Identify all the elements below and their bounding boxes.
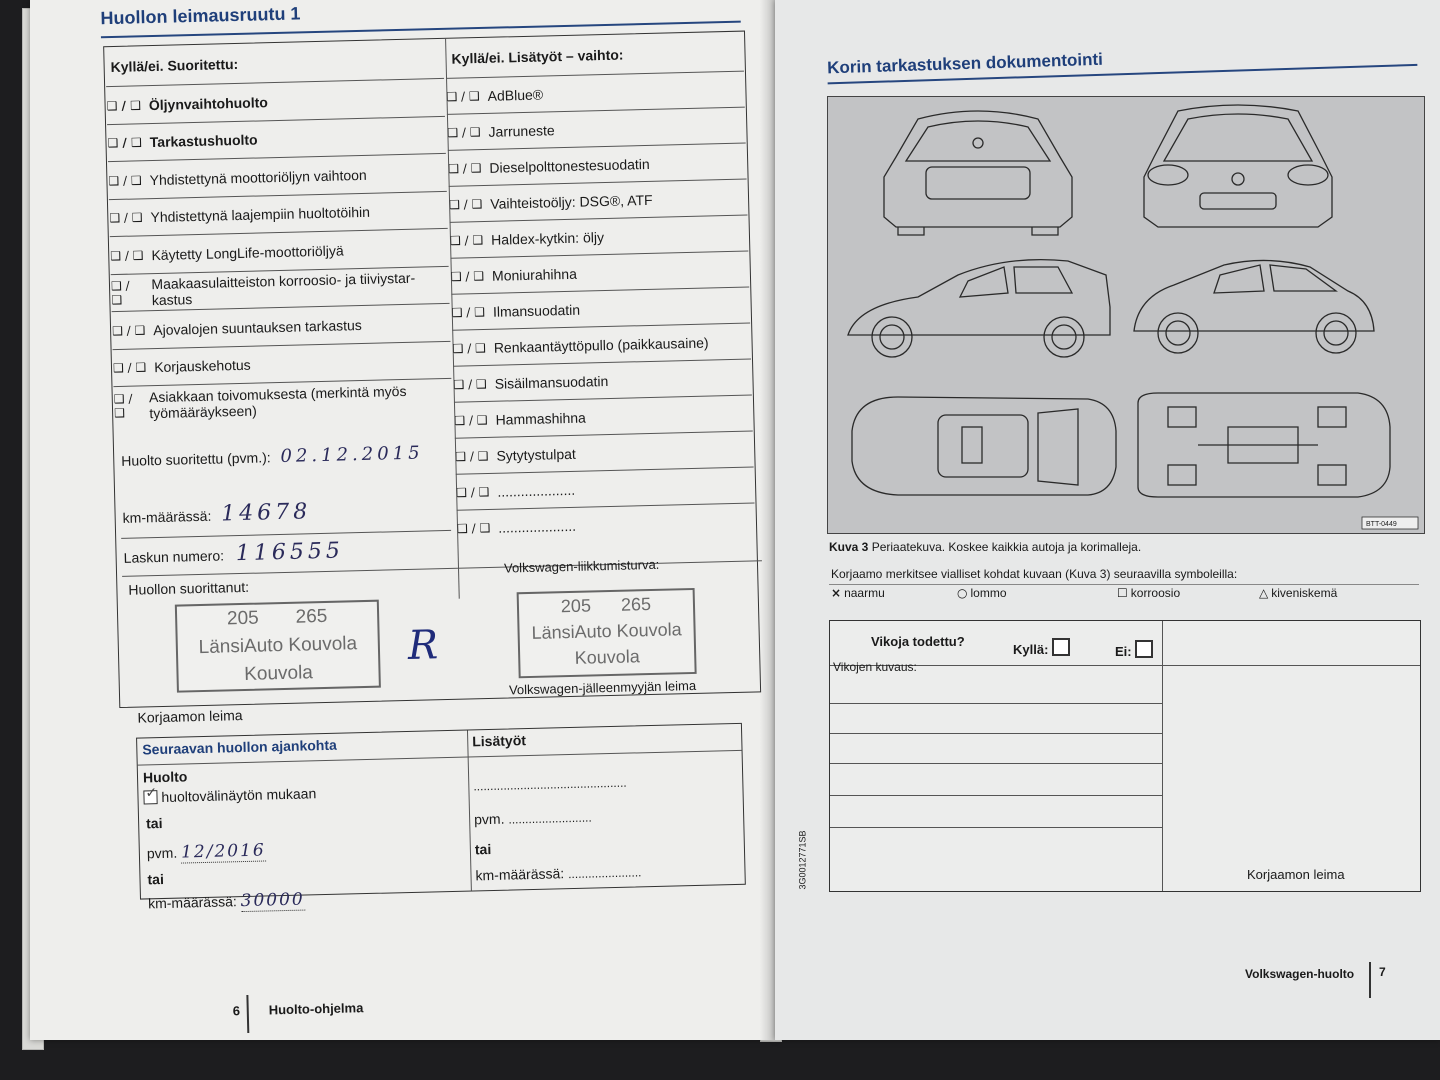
checkbox-pair-icon[interactable]: ❑ / ❑: [110, 248, 144, 263]
left-checklist-item[interactable]: [113, 378, 452, 425]
col-right-header: Kyllä/ei. Lisätyöt – vaihto:: [451, 46, 624, 67]
km-row: [122, 499, 311, 529]
right-checklist-item[interactable]: [457, 502, 756, 546]
checklist-label: Sisäilmansuodatin: [494, 372, 609, 392]
next-date-row: [147, 840, 266, 863]
yes-row: [1013, 638, 1070, 657]
extra-or: tai: [474, 840, 492, 858]
car-outlines: [828, 97, 1424, 533]
checklist-label: Renkaantäyttöpullo (paikkausaine): [493, 334, 709, 356]
checkbox-pair-icon[interactable]: ❑ / ❑: [110, 278, 130, 308]
checkbox-pair-icon[interactable]: ❑ / ❑: [447, 125, 481, 140]
checklist-label: ....................: [498, 517, 577, 536]
invoice-value: 116555: [235, 538, 345, 567]
dealer-stamp: 205 265 LänsiAuto Kouvola Kouvola: [517, 588, 697, 678]
defect-box: [829, 620, 1421, 892]
legend-item: [1117, 586, 1180, 600]
no-checkbox[interactable]: [1135, 640, 1153, 658]
checkbox-pair-icon[interactable]: ❑ / ❑: [449, 233, 484, 248]
next-service-sub: Huolto: [142, 768, 188, 786]
checkbox-pair-icon[interactable]: ❑ / ❑: [448, 197, 483, 212]
checkbox-pair-icon[interactable]: ❑ / ❑: [456, 520, 491, 536]
figure-code: BTT-0449: [1366, 521, 1397, 528]
checklist-label: ....................: [497, 481, 576, 500]
checklist-label: Haldex-kytkin: öljy: [490, 229, 605, 248]
caption-text: Periaatekuva. Koskee kaikkia autoja ja korimalleja.: [871, 540, 1142, 554]
side-code: 3G0012771SB: [797, 830, 808, 890]
workshop-stamp-label: Korjaamon leima: [137, 707, 243, 726]
figure-caption: [829, 540, 1141, 554]
extra-dots-3: ......................: [567, 865, 642, 882]
footer-title: Huolto-ohjelma: [268, 1000, 364, 1018]
checkbox-pair-icon[interactable]: ❑ / ❑: [448, 161, 482, 176]
right-page-number: 7: [1379, 965, 1386, 979]
checkbox-pair-icon[interactable]: ❑ / ❑: [112, 360, 147, 376]
checklist-label: Yhdistettynä moottoriöljyn vaihtoon: [149, 166, 367, 188]
checklist-label: Asiakkaan toivomuksesta (merkintä myös työmääräykseen): [148, 382, 407, 421]
extra-km-label: km-määrässä:: [475, 865, 565, 884]
right-footer-title: Volkswagen-huolto: [1245, 967, 1355, 981]
checklist-label: Maakaasulaitteiston korroosio- ja tiiviystar-kastus: [151, 269, 416, 309]
checklist-label: Korjauskehotus: [154, 356, 251, 376]
signature: R: [407, 622, 443, 669]
defects-found-label: Vikoja todettu?: [871, 634, 965, 649]
checklist-label: Moniurahihna: [491, 265, 578, 284]
checklist-label: Käytetty LongLife-moottoriöljyä: [151, 242, 344, 263]
checklist-label: Hammashihna: [495, 409, 587, 428]
checkbox-pair-icon[interactable]: ❑ / ❑: [452, 340, 486, 356]
checkbox-pair-icon[interactable]: ❑ / ❑: [109, 210, 143, 226]
checkbox-pair-icon[interactable]: ❑ / ❑: [455, 484, 490, 500]
checkbox-pair-icon[interactable]: ❑ / ❑: [451, 304, 486, 320]
right-footer-divider: [1369, 962, 1371, 998]
checklist-label: Jarruneste: [488, 122, 555, 140]
checklist-label: Ajovalojen suuntauksen tarkastus: [153, 316, 362, 338]
right-workshop-stamp-label: Korjaamon leima: [1247, 867, 1345, 882]
next-option-label: huoltovälinäytön mukaan: [161, 785, 317, 806]
mobility-label: Volkswagen-liikkumisturva:: [503, 556, 660, 576]
legend-label: kiveniskemä: [1271, 586, 1338, 600]
workshop-stamp: 205 265 LänsiAuto Kouvola Kouvola: [175, 600, 381, 693]
checkbox-pair-icon[interactable]: ❑ / ❑: [453, 376, 487, 392]
checkbox-pair-icon[interactable]: ❑ / ❑: [454, 412, 488, 428]
km-label: km-määrässä:: [122, 507, 212, 526]
next-km-value: 30000: [240, 889, 305, 912]
legend-label: korroosio: [1130, 586, 1181, 600]
extra-dots-1: ..............................................: [473, 775, 627, 794]
legend-item: [1259, 586, 1337, 600]
checkbox-pair-icon[interactable]: ❑ / ❑: [113, 391, 133, 420]
yes-label: Kyllä:: [1013, 642, 1049, 657]
service-done-label: Huolto suoritettu (pvm.):: [121, 449, 271, 469]
instruction: Korjaamo merkitsee vialliset kohdat kuvaan (Kuva 3) seuraavilla symboleilla:: [831, 567, 1238, 581]
option-checkbox[interactable]: ✓: [143, 790, 157, 804]
next-km-label: km-määrässä:: [147, 893, 237, 912]
footer-divider: [246, 995, 249, 1033]
or-label: tai: [145, 815, 163, 832]
legend-symbol-icon: ×: [831, 586, 842, 600]
defect-desc-label: Vikojen kuvaus:: [833, 660, 917, 674]
legend-item: [957, 586, 1007, 600]
checkbox-pair-icon[interactable]: ❑ / ❑: [106, 98, 142, 113]
checkbox-pair-icon[interactable]: ❑ / ❑: [455, 448, 489, 464]
next-date-value: 12/2016: [180, 840, 266, 863]
no-label: Ei:: [1115, 644, 1132, 659]
performed-by-label: Huollon suorittanut:: [128, 578, 250, 598]
next-service-title: Seuraavan huollon ajankohta: [142, 736, 337, 758]
legend-label: naarmu: [844, 586, 885, 600]
no-row: [1115, 640, 1153, 659]
extra-date-label: pvm.: [473, 810, 505, 828]
right-page-title: Korin tarkastuksen dokumentointi: [826, 49, 1104, 78]
legend-item: [831, 586, 885, 600]
caption-bold: Kuva 3: [829, 540, 869, 554]
legend-symbol-icon: ○: [957, 586, 968, 600]
right-page: [775, 0, 1440, 1040]
checklist-label: Ilmansuodatin: [492, 301, 581, 320]
checklist-label: Öljynvaihtohuolto: [148, 93, 269, 113]
col-left-header: Kyllä/ei. Suoritettu:: [110, 55, 239, 76]
page-title: Huollon leimausruutu 1: [100, 3, 301, 29]
checklist-label: Dieselpolttonestesuodatin: [489, 155, 650, 176]
checklist-label: Sytytystulpat: [496, 445, 577, 464]
yes-checkbox[interactable]: [1052, 638, 1070, 656]
km-value: 14678: [220, 499, 312, 527]
checklist-label: Vaihteistoöljy: DSG®, ATF: [490, 191, 653, 212]
left-page: [30, 0, 775, 1040]
legend-symbol-icon: △: [1259, 586, 1269, 600]
page-number: 6: [232, 1003, 241, 1019]
checklist-label: Yhdistettynä laajempiin huoltotöihin: [150, 204, 371, 226]
legend-symbol-icon: ☐: [1117, 586, 1128, 600]
extra-date-row: [474, 809, 592, 828]
checklist-label: Tarkastushuolto: [149, 131, 258, 151]
checklist-label: AdBlue®: [487, 86, 544, 104]
checkbox-pair-icon[interactable]: ❑ / ❑: [446, 89, 480, 104]
checkbox-pair-icon[interactable]: ❑ / ❑: [107, 135, 142, 151]
checkbox-pair-icon[interactable]: ❑ / ❑: [108, 173, 142, 188]
checkbox-pair-icon[interactable]: ❑ / ❑: [450, 268, 485, 284]
extra-dots-2: .........................: [508, 810, 592, 827]
checkbox-pair-icon[interactable]: ❑ / ❑: [111, 323, 146, 338]
invoice-label: Laskun numero:: [123, 547, 225, 566]
extra-work-title: Lisätyöt: [472, 732, 527, 750]
service-done-value: 02.12.2015: [280, 442, 424, 468]
dealer-stamp-label: Volkswagen-jälleenmyyjän leima: [508, 677, 697, 698]
date-label: pvm.: [146, 844, 178, 862]
car-diagram: [827, 96, 1425, 534]
legend-label: lommo: [970, 586, 1007, 600]
or-label-2: tai: [147, 870, 165, 888]
next-km-row: [148, 890, 305, 914]
